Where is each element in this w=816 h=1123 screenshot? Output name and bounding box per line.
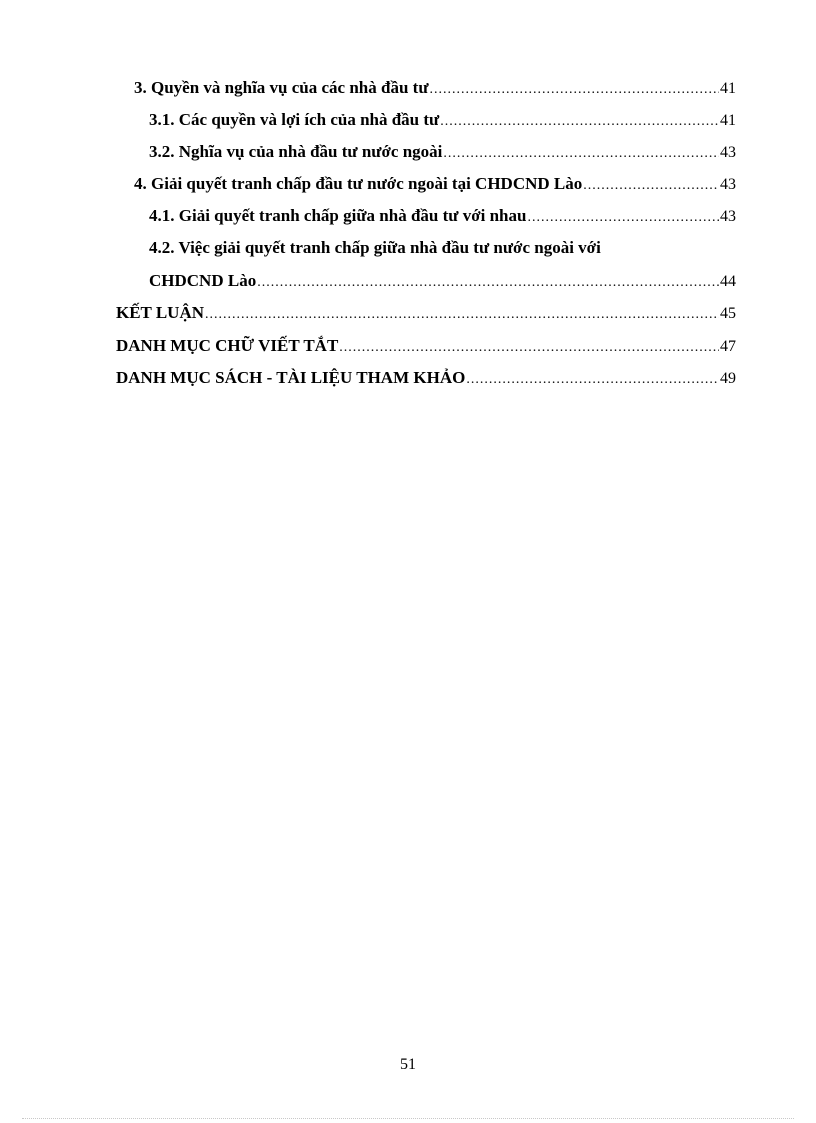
- toc-entry: [149, 269, 736, 293]
- toc-dot-leader: [466, 368, 719, 392]
- toc-entry-label: 3.2. Nghĩa vụ của nhà đầu tư nước ngoài: [149, 142, 443, 161]
- toc-dot-leader: [527, 206, 719, 230]
- toc-entry-page: 43: [720, 176, 736, 193]
- toc-entry-label: 3. Quyền và nghĩa vụ của các nhà đầu tư: [134, 78, 429, 97]
- toc-dot-leader: [257, 271, 719, 295]
- toc-entry-first-line: [149, 236, 601, 260]
- toc-entry: [116, 334, 736, 358]
- toc-entry-page: 43: [720, 208, 736, 225]
- toc-entry: [134, 76, 736, 100]
- page-number: 51: [400, 1056, 416, 1073]
- toc-entry-page: 49: [720, 370, 736, 387]
- toc-entry: [149, 140, 736, 164]
- toc-entry: [116, 301, 736, 325]
- toc-dot-leader: [440, 110, 719, 134]
- toc-entry-label: KẾT LUẬN: [116, 303, 205, 322]
- toc-dot-leader: [205, 303, 719, 327]
- toc-entry-page: 44: [720, 273, 736, 290]
- toc-entry-label: DANH MỤC CHỮ VIẾT TẮT: [116, 336, 339, 355]
- toc-entry: [134, 172, 736, 196]
- toc-entry: [149, 204, 736, 228]
- toc-entry-label: 3.1. Các quyền và lợi ích của nhà đầu tư: [149, 110, 440, 129]
- toc-entry-label: 4.1. Giải quyết tranh chấp giữa nhà đầu tư với nhau: [149, 206, 527, 225]
- toc-entry-label: 4. Giải quyết tranh chấp đầu tư nước ngoài tại CHDCND Lào: [134, 174, 583, 193]
- toc-dot-leader: [443, 142, 719, 166]
- page-bottom-divider: [22, 1118, 794, 1119]
- toc-entry-page: 41: [720, 112, 736, 129]
- toc-entry-label: DANH MỤC SÁCH - TÀI LIỆU THAM KHẢO: [116, 368, 466, 387]
- toc-entry-page: 41: [720, 80, 736, 97]
- toc-dot-leader: [430, 78, 719, 102]
- toc-dot-leader: [339, 336, 719, 360]
- toc-entry-label: 4.2. Việc giải quyết tranh chấp giữa nhà đầu tư nước ngoài với: [149, 238, 601, 257]
- toc-entry-page: 47: [720, 338, 736, 355]
- toc-entry: [149, 108, 736, 132]
- toc-entry-page: 45: [720, 305, 736, 322]
- toc-entry-page: 43: [720, 144, 736, 161]
- toc-dot-leader: [583, 174, 719, 198]
- toc-entry: [116, 366, 736, 390]
- toc-entry-label: CHDCND Lào: [149, 271, 257, 290]
